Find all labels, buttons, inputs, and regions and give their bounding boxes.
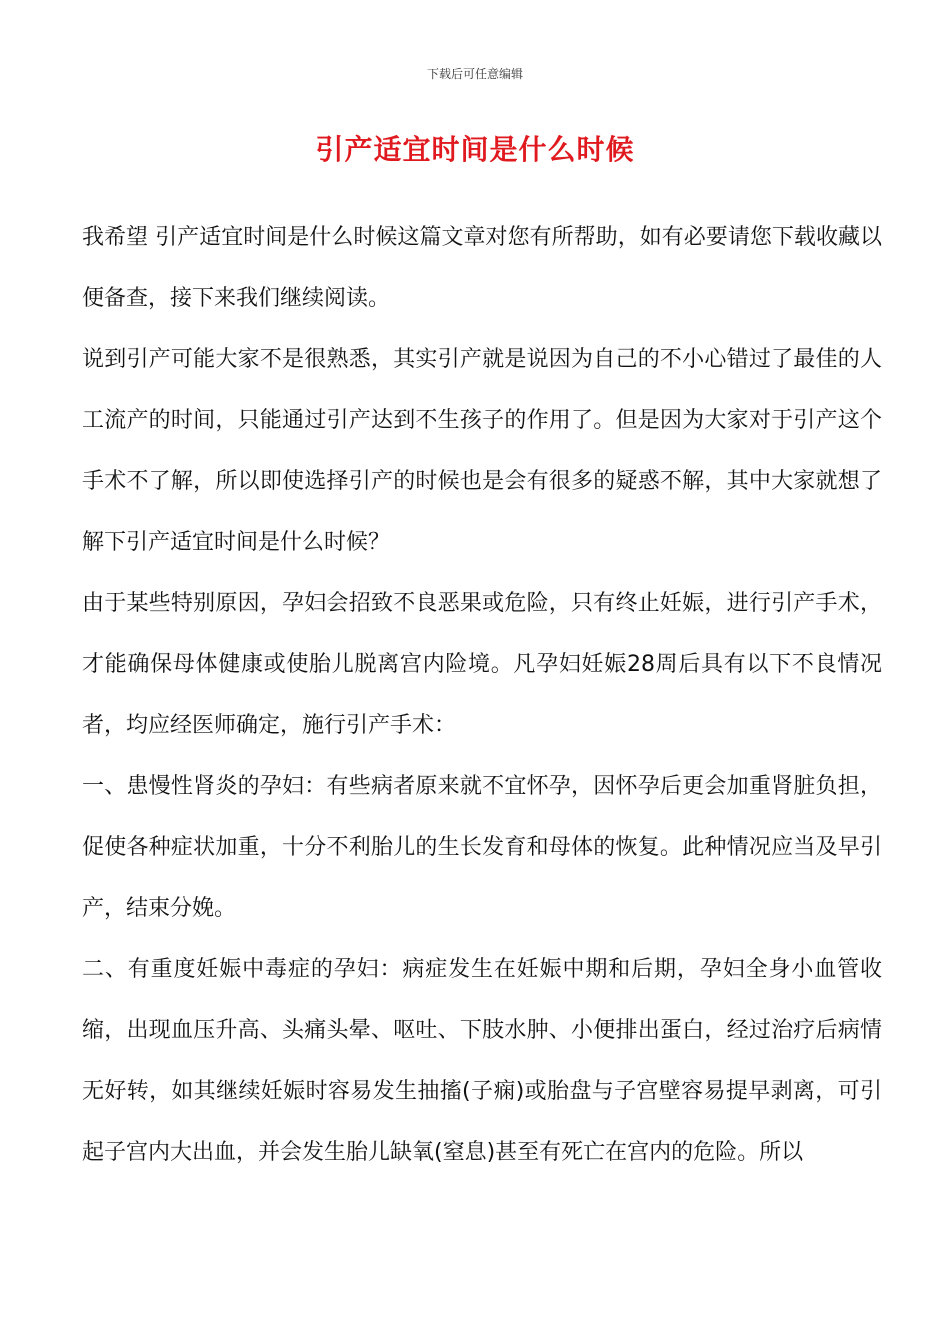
paragraph-conditions: 由于某些特别原因，孕妇会招致不良恶果或危险，只有终止妊娠，进行引产手术，才能确保母体健康或使胎儿脱离宫内险境。凡孕妇妊娠28周后具有以下不良情况者，均应经医师确定，施行引产手术： [82, 591, 882, 738]
page-title: 引产适宜时间是什么时候 [315, 133, 635, 166]
paragraph-background: 说到引产可能大家不是很熟悉，其实引产就是说因为自己的不小心错过了最佳的人工流产的时间，只能通过引产达到不生孩子的作用了。但是因为大家对于引产这个手术不了解，所以即使选择引产的时候也是会有很多的疑惑不解，其中大家就想了解下引产适宜时间是什么时候？ [82, 347, 882, 555]
document-body [82, 207, 882, 1183]
paragraph-intro: 我希望 引产适宜时间是什么时候这篇文章对您有所帮助，如有必要请您下载收藏以便备查，接下来我们继续阅读。 [82, 225, 882, 311]
paragraph-item-1: 一、患慢性肾炎的孕妇：有些病者原来就不宜怀孕，因怀孕后更会加重肾脏负担，促使各种症状加重，十分不利胎儿的生长发育和母体的恢复。此种情况应当及早引产，结束分娩。 [82, 774, 882, 921]
header-note: 下载后可任意编辑 [426, 67, 523, 81]
paragraph-item-2: 二、有重度妊娠中毒症的孕妇：病症发生在妊娠中期和后期，孕妇全身小血管收缩，出现血压升高、头痛头晕、呕吐、下肢水肿、小便排出蛋白，经过治疗后病情无好转，如其继续妊娠时容易发生抽搐(子痫)或胎盘与子宫壁容易提早剥离，可引起子宫内大出血，并会发生胎儿缺氧(窒息)甚至有死亡在宫内的危险。所以 [82, 957, 882, 1165]
